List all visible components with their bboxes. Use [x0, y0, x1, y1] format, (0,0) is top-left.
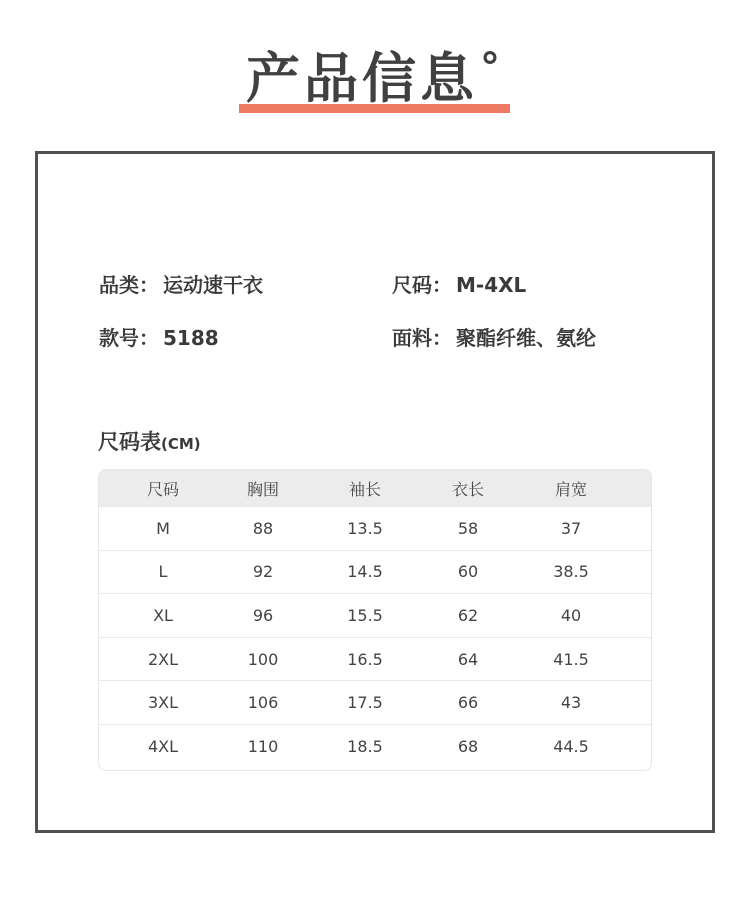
table-row [99, 637, 651, 681]
table-cell: M [156, 518, 170, 538]
size-chart-body [99, 506, 651, 768]
column-header: 衣长 [451, 479, 484, 499]
info-model-label: 款号： [99, 326, 159, 350]
table-cell: 2XL [147, 649, 179, 669]
table-cell: 4XL [147, 736, 179, 756]
info-fabric [392, 325, 596, 351]
info-model-value: 5188 [163, 326, 219, 350]
table-cell: 106 [247, 693, 279, 713]
size-chart-unit: (CM) [161, 435, 201, 453]
table-cell: L [158, 562, 168, 582]
info-category [99, 272, 263, 298]
column-header: 尺码 [146, 479, 179, 499]
size-chart-heading [98, 428, 201, 458]
column-header: 肩宽 [554, 479, 587, 499]
table-cell: 88 [252, 518, 274, 538]
table-cell: 38.5 [553, 562, 589, 582]
info-category-label: 品类： [99, 273, 159, 297]
info-category-value: 运动速干衣 [163, 273, 263, 297]
page-title-text: 产品信息 [246, 47, 478, 110]
table-cell: 96 [252, 605, 274, 625]
title-section [0, 42, 750, 122]
table-cell: 100 [247, 649, 279, 669]
info-size [392, 272, 526, 298]
table-cell: 64 [457, 649, 479, 669]
table-cell: 16.5 [347, 649, 383, 669]
table-cell: 14.5 [347, 562, 383, 582]
table-row [99, 593, 651, 637]
info-size-value: M-4XL [456, 273, 527, 297]
table-cell: 41.5 [553, 649, 589, 669]
info-fabric-value: 聚酯纤维、氨纶 [456, 326, 596, 350]
column-header: 袖长 [348, 479, 381, 499]
table-cell: 17.5 [347, 693, 383, 713]
table-cell: 110 [247, 736, 279, 756]
table-cell: 15.5 [347, 605, 383, 625]
info-size-label: 尺码： [392, 273, 452, 297]
table-cell: 62 [457, 605, 479, 625]
table-cell: 13.5 [347, 518, 383, 538]
size-chart-heading-text: 尺码表 [98, 430, 161, 454]
table-cell: 43 [560, 693, 582, 713]
size-chart-table [98, 469, 652, 771]
table-cell: 3XL [147, 693, 179, 713]
table-cell: 92 [252, 562, 274, 582]
table-row [99, 724, 651, 768]
info-model [99, 325, 219, 351]
page-title [0, 46, 750, 117]
title-degree-mark: ° [480, 45, 504, 91]
info-fabric-label: 面料： [392, 326, 452, 350]
column-header: 胸围 [246, 479, 279, 499]
table-cell: 60 [457, 562, 479, 582]
table-cell: 44.5 [553, 736, 589, 756]
size-chart-header-row [99, 470, 651, 506]
table-cell: XL [153, 605, 173, 625]
table-row [99, 680, 651, 724]
table-cell: 68 [457, 736, 479, 756]
table-cell: 37 [560, 518, 582, 538]
table-cell: 58 [457, 518, 479, 538]
table-row [99, 550, 651, 594]
table-row [99, 506, 651, 550]
table-cell: 18.5 [347, 736, 383, 756]
table-cell: 40 [560, 605, 582, 625]
table-cell: 66 [457, 693, 479, 713]
